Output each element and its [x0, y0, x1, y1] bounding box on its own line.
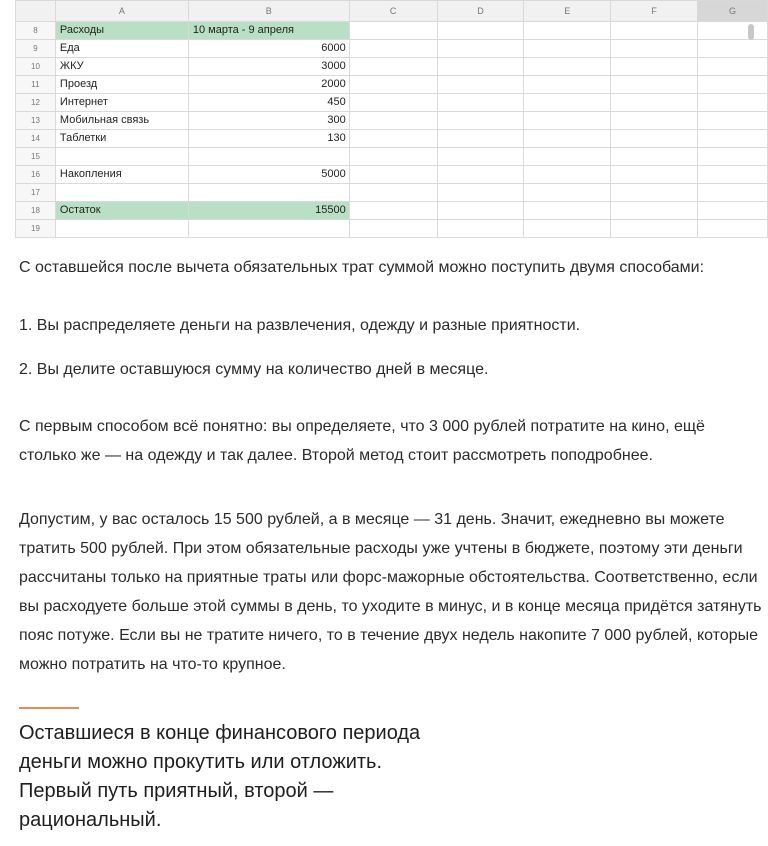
column-header: G: [698, 1, 768, 22]
column-header: C: [349, 1, 437, 22]
table-row: [16, 184, 768, 202]
empty-cell: [437, 22, 524, 40]
table-row: [16, 76, 768, 94]
empty-cell: [698, 166, 768, 184]
empty-cell: [698, 112, 768, 130]
empty-cell: [437, 40, 524, 58]
empty-cell: [524, 184, 611, 202]
empty-cell: [698, 130, 768, 148]
quote-divider: [19, 707, 79, 709]
empty-cell: [698, 94, 768, 112]
empty-cell: [698, 40, 768, 58]
empty-cell: [349, 166, 437, 184]
empty-cell: [437, 184, 524, 202]
empty-cell: [611, 94, 698, 112]
column-header: A: [55, 1, 188, 22]
column-header: B: [188, 1, 349, 22]
expense-name-cell: ЖКУ: [55, 58, 188, 76]
option-1: 1. Вы распределяете деньги на развлечения, одежду и разные приятности.: [19, 317, 581, 334]
row-number: 13: [16, 112, 56, 130]
empty-cell: [524, 130, 611, 148]
expense-value-cell: 5000: [188, 166, 349, 184]
empty-cell: [437, 166, 524, 184]
empty-cell: [698, 184, 768, 202]
row-number: 12: [16, 94, 56, 112]
empty-cell: [437, 220, 524, 238]
empty-cell: [349, 112, 437, 130]
empty-cell: [437, 58, 524, 76]
empty-cell: [349, 202, 437, 220]
row-number: 18: [16, 202, 56, 220]
empty-cell: [611, 130, 698, 148]
empty-cell: [611, 112, 698, 130]
option-2: 2. Вы делите оставшуюся сумму на количество дней в месяце.: [19, 361, 489, 378]
row-number: 17: [16, 184, 56, 202]
empty-cell: [611, 148, 698, 166]
empty-cell: [611, 58, 698, 76]
empty-cell: [437, 112, 524, 130]
table-row: [16, 130, 768, 148]
empty-cell: [698, 58, 768, 76]
paragraph-first-method: С первым способом всё понятно: вы определяете, что 3 000 рублей потратите на кино, ещё столько же — на одежду и так далее. Второй метод стоит рассмотреть поподробнее.: [19, 418, 705, 464]
empty-cell: [437, 130, 524, 148]
column-header: E: [524, 1, 611, 22]
empty-cell: [611, 76, 698, 94]
empty-cell: [698, 220, 768, 238]
empty-cell: [437, 148, 524, 166]
empty-cell: [611, 22, 698, 40]
empty-cell: [349, 94, 437, 112]
empty-cell: [524, 112, 611, 130]
pull-quote: Оставшиеся в конце финансового периода деньги можно прокутить или отложить. Первый путь приятный, второй — рациональный.: [19, 722, 421, 831]
empty-cell: [698, 76, 768, 94]
empty-cell: [524, 202, 611, 220]
expense-value-cell: [188, 184, 349, 202]
expense-value-cell: 300: [188, 112, 349, 130]
empty-cell: [698, 148, 768, 166]
row-number: 11: [16, 76, 56, 94]
empty-cell: [437, 94, 524, 112]
row-number: 10: [16, 58, 56, 76]
row-number: 9: [16, 40, 56, 58]
expense-name-cell: Проезд: [55, 76, 188, 94]
table-row: [16, 58, 768, 76]
empty-cell: [698, 202, 768, 220]
expense-name-cell: Таблетки: [55, 130, 188, 148]
empty-cell: [349, 220, 437, 238]
table-row: [16, 94, 768, 112]
column-header-row: [16, 1, 768, 22]
empty-cell: [524, 220, 611, 238]
expense-name-cell: [55, 184, 188, 202]
expense-value-cell: 2000: [188, 76, 349, 94]
table-row: [16, 220, 768, 238]
empty-cell: [524, 166, 611, 184]
empty-cell: [524, 22, 611, 40]
row-number: 19: [16, 220, 56, 238]
budget-table: [15, 0, 768, 238]
table-row: [16, 112, 768, 130]
empty-cell: [524, 148, 611, 166]
empty-cell: [611, 40, 698, 58]
row-number: 15: [16, 148, 56, 166]
table-row: [16, 166, 768, 184]
empty-cell: [437, 202, 524, 220]
row-number: 8: [16, 22, 56, 40]
expense-value-cell: 10 марта - 9 апреля: [188, 22, 349, 40]
expense-name-cell: Накопления: [55, 166, 188, 184]
empty-cell: [524, 58, 611, 76]
expense-name-cell: Мобильная связь: [55, 112, 188, 130]
empty-cell: [349, 76, 437, 94]
expense-name-cell: [55, 148, 188, 166]
expense-value-cell: [188, 220, 349, 238]
table-row: [16, 22, 768, 40]
row-number: 16: [16, 166, 56, 184]
expense-value-cell: [188, 148, 349, 166]
expense-value-cell: 6000: [188, 40, 349, 58]
column-header: F: [611, 1, 698, 22]
table-row: [16, 40, 768, 58]
empty-cell: [437, 76, 524, 94]
expense-value-cell: 3000: [188, 58, 349, 76]
table-row: [16, 202, 768, 220]
empty-cell: [524, 40, 611, 58]
expense-name-cell: Еда: [55, 40, 188, 58]
empty-cell: [349, 130, 437, 148]
expense-name-cell: Расходы: [55, 22, 188, 40]
empty-cell: [349, 184, 437, 202]
empty-cell: [349, 40, 437, 58]
expense-value-cell: 450: [188, 94, 349, 112]
column-header: D: [437, 1, 524, 22]
empty-cell: [611, 166, 698, 184]
empty-cell: [349, 148, 437, 166]
table-row: [16, 148, 768, 166]
corner-cell: [16, 1, 56, 22]
expense-name-cell: Остаток: [55, 202, 188, 220]
paragraph-example: Допустим, у вас осталось 15 500 рублей, а в месяце — 31 день. Значит, ежедневно вы можете тратить 500 рублей. При этом обязательные расходы уже учтены в бюджете, поэтому эти деньги рассчитаны только на приятные траты или форс-мажорные обстоятельства. Соответственно, если вы расходуете больше этой суммы в день, то уходите в минус, и в конце месяца придётся затянуть пояс потуже. Если вы не тратите ничего, то в течение двух недель накопите 7 000 рублей, которые можно потратить на что-то крупное.: [19, 511, 762, 673]
expense-value-cell: 130: [188, 130, 349, 148]
intro-paragraph: С оставшейся после вычета обязательных трат суммой можно поступить двумя способами:: [19, 259, 705, 276]
spreadsheet-screenshot: [15, 0, 768, 243]
empty-cell: [611, 220, 698, 238]
expense-name-cell: [55, 220, 188, 238]
empty-cell: [349, 58, 437, 76]
empty-cell: [611, 184, 698, 202]
expense-name-cell: Интернет: [55, 94, 188, 112]
expense-value-cell: 15500: [188, 202, 349, 220]
empty-cell: [611, 202, 698, 220]
empty-cell: [349, 22, 437, 40]
empty-cell: [524, 94, 611, 112]
scrollbar-thumb: [748, 24, 754, 40]
empty-cell: [698, 22, 768, 40]
empty-cell: [524, 76, 611, 94]
row-number: 14: [16, 130, 56, 148]
